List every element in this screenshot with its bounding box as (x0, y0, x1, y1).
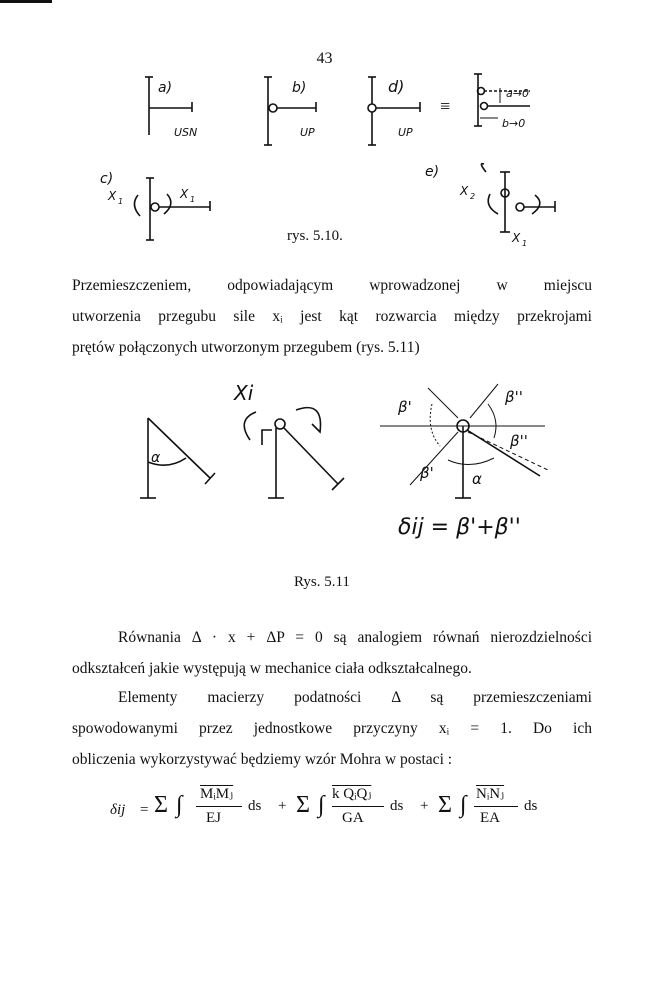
paragraph-3 (72, 682, 592, 775)
label-x1-right: X (180, 187, 189, 201)
ray-upper-left (428, 388, 458, 418)
paragraph-1-line: prętów połączonych utworzonym przegubem (rys. 5.11) (72, 339, 420, 356)
paragraph-1-line: Przemieszczeniem, odpowiadającym wprowadzonej w miejscu (72, 277, 592, 294)
formula-plus-1: + (278, 798, 287, 814)
label-up-d: UP (398, 126, 413, 139)
ray-upper-right (470, 384, 498, 418)
mohr-formula (110, 780, 580, 840)
label-x2: X (460, 184, 469, 198)
formula-term1-denominator: EJ (206, 810, 221, 826)
formula-ds-3: ds (524, 798, 538, 814)
formula-equals: = (140, 802, 149, 818)
paragraph-3-line: spowodowanymi przez jednostkowe przyczyny xᵢ = 1. Do ich (72, 720, 592, 737)
middle-diagonal (284, 428, 338, 484)
moment-right-icon (296, 408, 321, 432)
label-x1-e-sub: 1 (522, 239, 528, 248)
label-e: e) (425, 164, 440, 180)
left-diagonal (148, 418, 210, 478)
label-a-to-0: a→0 (506, 87, 529, 100)
formula-integral-2: ∫ (318, 792, 325, 818)
moment-left-icon (244, 412, 256, 440)
label-alpha-right: α (472, 470, 482, 488)
middle-bracket (262, 430, 272, 445)
paragraph-3-line: obliczenia wykorzystywać będziemy wzór Mohra w postaci : (72, 751, 453, 768)
formula-term2-numerator: k QᵢQⱼ (332, 786, 372, 802)
formula-term2-denominator: GA (342, 810, 364, 826)
formula-fraction-bar-1 (196, 806, 242, 807)
label-beta-prime-top: β' (398, 398, 412, 416)
figure-5-11-caption: Rys. 5.11 (294, 574, 350, 590)
label-alpha-left: α (151, 450, 161, 466)
formula-fraction-bar-3 (474, 806, 518, 807)
paragraph-3-line: Elementy macierzy podatności Δ są przemieszczeniami (118, 689, 592, 706)
label-x2-sub: 2 (470, 192, 476, 201)
paragraph-1-line: utworzenia przegubu sile xᵢ jest kąt rozwarcia między przekrojami (72, 308, 592, 325)
label-d: d) (388, 77, 405, 96)
arc-alpha (448, 458, 494, 465)
label-x1-left: X (108, 189, 117, 203)
formula-integral-3: ∫ (460, 792, 467, 818)
ray-lower-left (410, 432, 458, 485)
arc-beta-prime (430, 404, 440, 446)
paragraph-2 (72, 622, 592, 684)
paragraph-2-line: Równania Δ · x + ΔP = 0 są analogiem równań nierozdzielności (118, 629, 592, 646)
label-beta-dprime-top: β'' (505, 388, 523, 406)
label-up-b: UP (300, 126, 315, 139)
label-a: a) (158, 80, 173, 96)
label-beta-prime-low: β' (420, 464, 434, 482)
formula-term3-denominator: EA (480, 810, 500, 826)
formula-plus-2: + (420, 798, 429, 814)
label-c: c) (100, 171, 114, 187)
formula-term3-numerator: NᵢNⱼ (476, 786, 505, 802)
formula-ds-1: ds (248, 798, 262, 814)
formula-sum-3: Σ (438, 792, 452, 818)
page-number: 43 (316, 50, 333, 67)
formula-term1-numerator: MᵢMⱼ (200, 786, 234, 802)
label-xi: Xi (234, 381, 254, 405)
delta-ij-formula: δij = β'+β'' (398, 515, 521, 540)
label-x1-right-sub: 1 (190, 195, 196, 204)
middle-hinge (275, 419, 285, 429)
equivalence-sign: ≡ (440, 96, 451, 116)
formula-integral-1: ∫ (176, 792, 183, 818)
label-usn: USN (174, 126, 198, 139)
formula-ds-2: ds (390, 798, 404, 814)
label-x1-left-sub: 1 (118, 197, 124, 206)
formula-sum-2: Σ (296, 792, 310, 818)
label-beta-dprime-mid: β'' (510, 432, 528, 450)
label-b-to-0: b→0 (502, 117, 526, 130)
formula-fraction-bar-2 (332, 806, 384, 807)
formula-sum-1: Σ (154, 792, 168, 818)
label-b: b) (292, 80, 307, 96)
figure-5-10-caption: rys. 5.10. (287, 228, 343, 244)
arc-beta-dprime (488, 404, 496, 438)
paragraph-2-line: odkształceń jakie występują w mechanice ciała odkształcalnego. (72, 660, 472, 677)
formula-lhs: δij (110, 802, 126, 818)
label-x1-e: X (512, 231, 521, 245)
